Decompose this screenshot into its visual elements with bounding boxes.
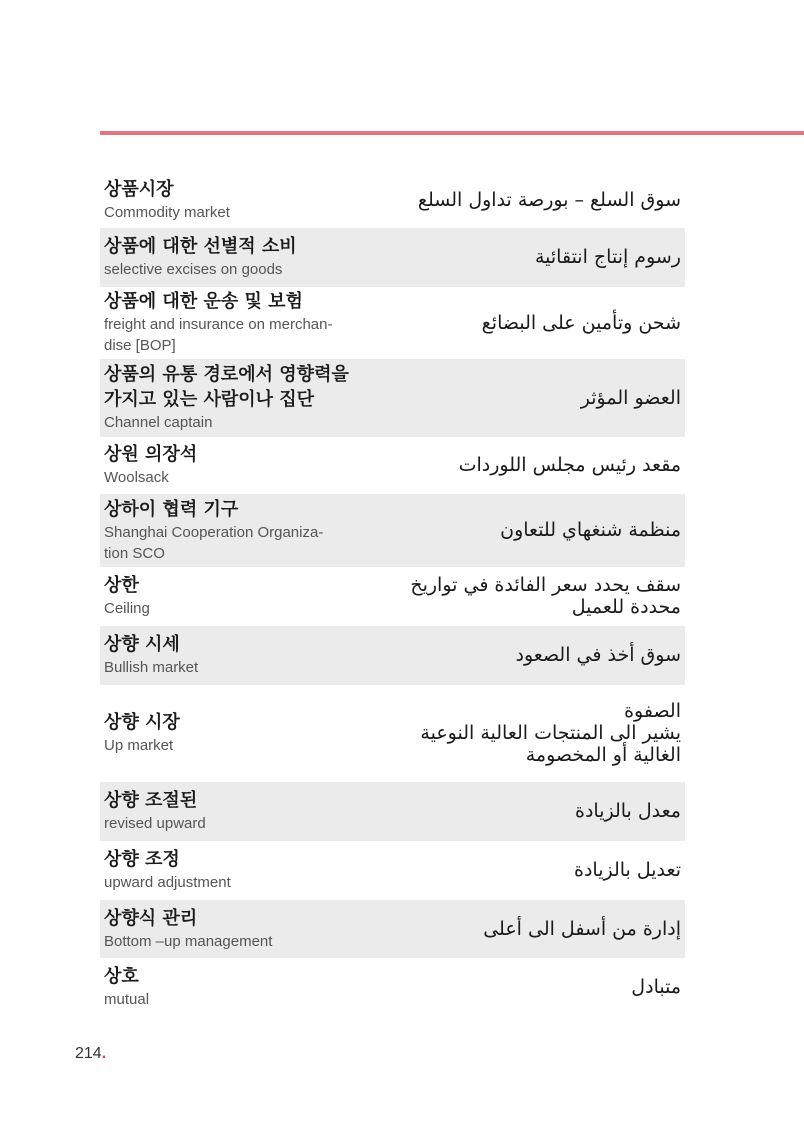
english-term: Woolsack bbox=[104, 469, 169, 486]
top-accent-rule bbox=[100, 131, 804, 135]
glossary-row bbox=[100, 172, 685, 228]
korean-term: 상향 시장 bbox=[104, 712, 180, 733]
korean-term: 상원 의장석 bbox=[104, 444, 198, 465]
page-number-dot: . bbox=[101, 1045, 107, 1062]
english-term: Channel captain bbox=[104, 414, 213, 431]
english-term: Ceiling bbox=[104, 600, 150, 617]
term-cell bbox=[104, 442, 369, 488]
arabic-translation: سقف يحدد سعر الفائدة في تواريخ محددة للعميل bbox=[410, 574, 681, 618]
arabic-translation: الصفوة يشير الى المنتجات العالية النوعية الغالية أو المخصومة bbox=[420, 700, 681, 766]
arabic-translation: مقعد رئيس مجلس اللوردات bbox=[458, 454, 681, 476]
term-cell bbox=[104, 177, 369, 223]
english-term: selective excises on goods bbox=[104, 261, 283, 278]
arabic-translation: إدارة من أسفل الى أعلى bbox=[483, 917, 681, 940]
term-cell bbox=[104, 847, 369, 893]
english-term: freight and insurance on merchan- dise [BOP] bbox=[104, 316, 333, 354]
arabic-translation: تعديل بالزيادة bbox=[574, 859, 681, 881]
glossary-row bbox=[100, 685, 685, 782]
english-term: upward adjustment bbox=[104, 874, 231, 891]
korean-term: 상호 bbox=[104, 965, 139, 987]
arabic-translation: متبادل bbox=[631, 975, 681, 998]
term-cell bbox=[104, 788, 369, 834]
term-cell bbox=[104, 497, 369, 564]
page-number-value: 214 bbox=[75, 1045, 102, 1062]
glossary-row bbox=[100, 494, 685, 567]
arabic-translation: معدل بالزيادة bbox=[574, 800, 681, 822]
term-cell bbox=[104, 362, 369, 433]
term-cell bbox=[104, 632, 369, 678]
glossary-row bbox=[100, 782, 685, 841]
glossary-row bbox=[100, 228, 685, 287]
korean-term: 상향 조절된 bbox=[104, 790, 198, 811]
glossary-row bbox=[100, 900, 685, 958]
english-term: Shanghai Cooperation Organiza- tion SCO bbox=[104, 523, 324, 562]
english-term: Bullish market bbox=[104, 659, 199, 676]
korean-term: 상품시장 bbox=[104, 178, 174, 200]
korean-term: 상품에 대한 운송 및 보험 bbox=[104, 291, 303, 312]
glossary-row bbox=[100, 841, 685, 900]
korean-term: 상하이 협력 기구 bbox=[104, 498, 239, 520]
term-cell bbox=[104, 234, 369, 280]
english-term: Bottom –up management bbox=[104, 932, 273, 950]
korean-term: 상향 조정 bbox=[104, 849, 180, 870]
term-cell bbox=[104, 906, 369, 952]
korean-term: 상향 시세 bbox=[104, 634, 180, 655]
arabic-translation: سوق السلع – بورصة تداول السلع bbox=[417, 188, 681, 211]
glossary-row bbox=[100, 437, 685, 494]
term-cell bbox=[104, 710, 369, 756]
glossary-row bbox=[100, 287, 685, 359]
korean-term: 상품에 대한 선별적 소비 bbox=[104, 236, 297, 257]
arabic-translation: سوق أخذ في الصعود bbox=[515, 644, 681, 666]
glossary-row bbox=[100, 359, 685, 437]
glossary-row bbox=[100, 567, 685, 626]
glossary-row bbox=[100, 958, 685, 1016]
glossary-row bbox=[100, 626, 685, 685]
korean-term: 상향식 관리 bbox=[104, 907, 198, 929]
term-cell bbox=[104, 964, 369, 1010]
arabic-translation: منظمة شنغهاي للتعاون bbox=[500, 519, 681, 541]
korean-term: 상품의 유통 경로에서 영향력을 가지고 있는 사람이나 집단 bbox=[104, 364, 349, 410]
english-term: revised upward bbox=[104, 815, 206, 832]
arabic-translation: العضو المؤثر bbox=[580, 386, 681, 409]
page-number bbox=[75, 1045, 106, 1063]
term-cell bbox=[104, 573, 369, 619]
korean-term: 상한 bbox=[104, 575, 139, 596]
glossary-table bbox=[100, 172, 685, 1016]
english-term: Up market bbox=[104, 737, 174, 754]
english-term: Commodity market bbox=[104, 203, 230, 221]
arabic-translation: رسوم إنتاج انتقائية bbox=[534, 246, 681, 268]
english-term: mutual bbox=[104, 990, 150, 1008]
arabic-translation: شحن وتأمين على البضائع bbox=[481, 311, 681, 334]
term-cell bbox=[104, 289, 369, 356]
